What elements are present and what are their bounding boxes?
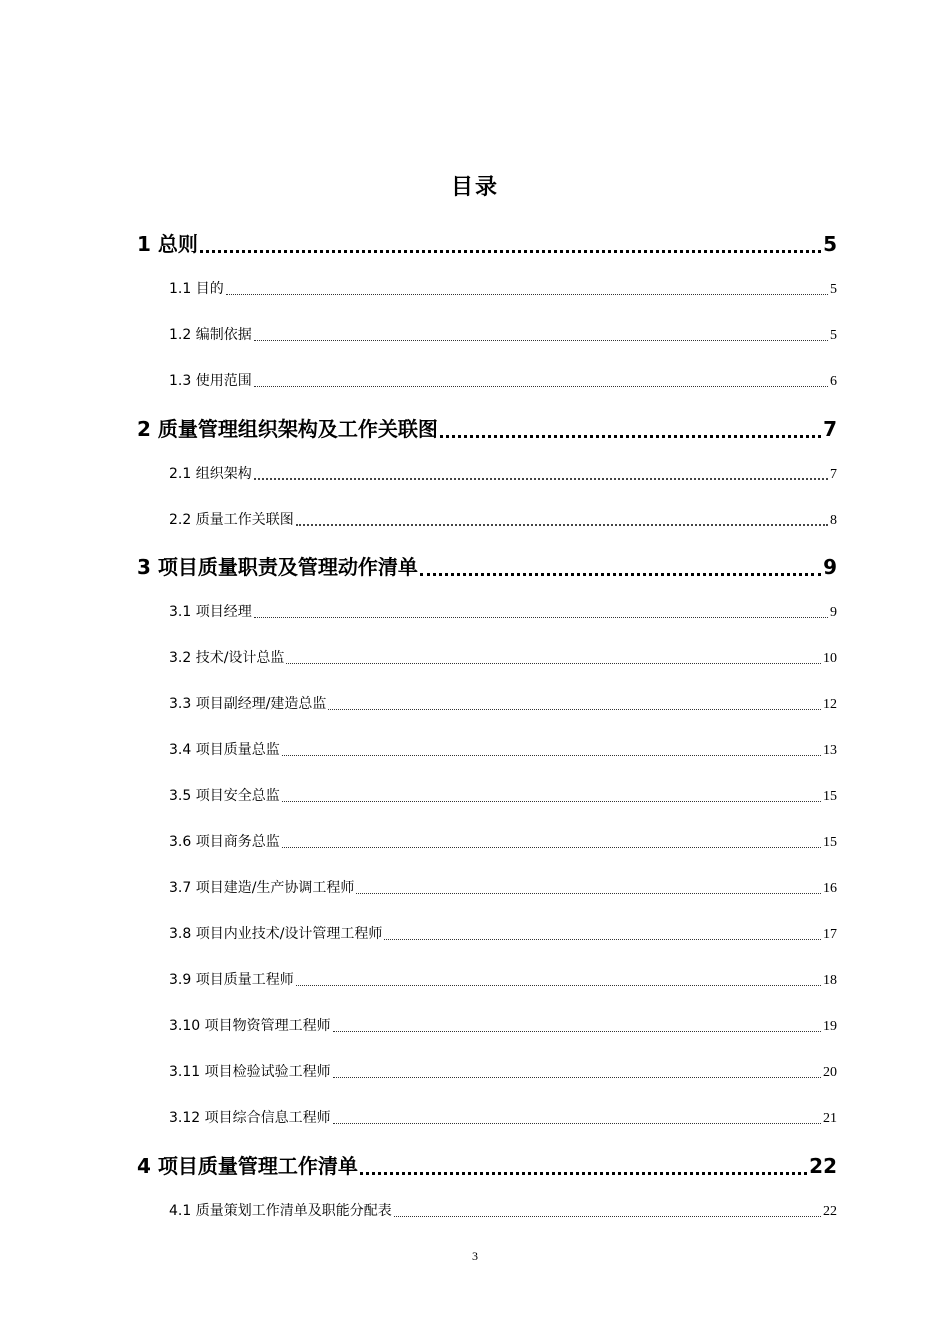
toc-entry-label: 2 质量管理组织架构及工作关联图 [137,417,438,441]
toc-entry-3-11[interactable] [169,1061,837,1081]
toc-entry-label: 2.1 组织架构 [169,466,252,482]
toc-entry-label: 3.10 项目物资管理工程师 [169,1018,331,1034]
toc-entry-page: 6 [830,374,837,389]
dot-leader [254,617,828,618]
toc-entry-3-12[interactable] [169,1107,837,1127]
toc-entry-2-1[interactable] [169,463,837,483]
toc-entry-page: 5 [823,232,837,256]
toc-entry-label: 1.1 目的 [169,281,224,297]
dot-leader [333,1123,821,1124]
toc-entry-label: 3 项目质量职责及管理动作清单 [137,555,418,579]
toc-entry-2[interactable] [137,413,837,442]
toc-entry-3-2[interactable] [169,647,837,667]
toc-entry-page: 22 [823,1204,837,1219]
toc-entry-4[interactable] [137,1150,837,1179]
toc-title: 目录 [450,175,499,200]
toc-entry-3-3[interactable] [169,693,837,713]
toc-entry-label: 3.9 项目质量工程师 [169,972,294,988]
toc-entry-1-1[interactable] [169,278,837,298]
toc-entry-label: 3.7 项目建造/生产协调工程师 [169,880,355,896]
toc-entry-page: 17 [823,927,837,942]
toc-entry-label: 3.11 项目检验试验工程师 [169,1064,331,1080]
toc-entry-3-9[interactable] [169,969,837,989]
toc-entry-3-6[interactable] [169,831,837,851]
toc-entry-label: 3.12 项目综合信息工程师 [169,1110,331,1126]
toc-entry-3[interactable] [137,551,837,580]
toc-entry-page: 16 [823,881,837,896]
dot-leader [360,1172,807,1175]
toc-entry-page: 7 [830,467,837,482]
toc-entry-3-10[interactable] [169,1015,837,1035]
toc-entry-page: 12 [823,697,837,712]
toc-entry-label: 3.6 项目商务总监 [169,834,280,850]
toc-entry-label: 3.8 项目内业技术/设计管理工程师 [169,926,383,942]
toc-entry-label: 4.1 质量策划工作清单及职能分配表 [169,1203,392,1219]
toc-entry-label: 4 项目质量管理工作清单 [137,1154,358,1178]
toc-entry-page: 19 [823,1019,837,1034]
dot-leader [440,435,821,438]
toc-entry-page: 15 [823,835,837,850]
dot-leader [333,1031,821,1032]
dot-leader [282,847,821,848]
dot-leader [296,985,821,986]
dot-leader [200,250,821,253]
toc-entry-label: 1 总则 [137,232,198,256]
toc-entry-page: 22 [809,1154,837,1178]
dot-leader [333,1077,821,1078]
toc-entry-label: 3.2 技术/设计总监 [169,650,285,666]
dot-leader [254,478,828,480]
toc-entry-1-3[interactable] [169,370,837,390]
toc-entry-label: 3.4 项目质量总监 [169,742,280,758]
toc-entry-3-1[interactable] [169,601,837,621]
dot-leader [254,386,828,387]
dot-leader [420,573,821,576]
toc-entry-page: 7 [823,417,837,441]
toc-entry-page: 9 [823,555,837,579]
toc-entry-label: 1.3 使用范围 [169,373,252,389]
dot-leader [296,524,828,526]
toc-entry-page: 18 [823,973,837,988]
toc-entry-page: 20 [823,1065,837,1080]
toc-entry-3-7[interactable] [169,877,837,897]
toc-entry-3-8[interactable] [169,923,837,943]
toc-entry-label: 3.5 项目安全总监 [169,788,280,804]
page-number: 3 [472,1249,478,1263]
dot-leader [286,663,821,664]
toc-entry-page: 8 [830,513,837,528]
toc-entry-1[interactable] [137,228,837,257]
toc-entry-2-2[interactable] [169,509,837,529]
dot-leader [282,755,821,756]
dot-leader [328,709,821,710]
toc-entry-label: 2.2 质量工作关联图 [169,512,294,528]
toc-entry-page: 21 [823,1111,837,1126]
toc-entry-page: 13 [823,743,837,758]
toc-entry-label: 1.2 编制依据 [169,327,252,343]
toc-entry-4-1[interactable] [169,1200,837,1220]
toc-entry-label: 3.1 项目经理 [169,604,252,620]
toc-entry-1-2[interactable] [169,324,837,344]
dot-leader [394,1216,821,1217]
dot-leader [254,340,828,341]
dot-leader [384,939,821,940]
toc-entry-page: 5 [830,328,837,343]
dot-leader [282,801,821,802]
toc-entry-label: 3.3 项目副经理/建造总监 [169,696,327,712]
toc-entry-3-4[interactable] [169,739,837,759]
toc-entry-page: 9 [830,605,837,620]
toc-entry-page: 10 [823,651,837,666]
toc-entry-page: 15 [823,789,837,804]
dot-leader [226,294,828,295]
toc-entry-page: 5 [830,282,837,297]
toc-entry-3-5[interactable] [169,785,837,805]
dot-leader [356,893,821,894]
